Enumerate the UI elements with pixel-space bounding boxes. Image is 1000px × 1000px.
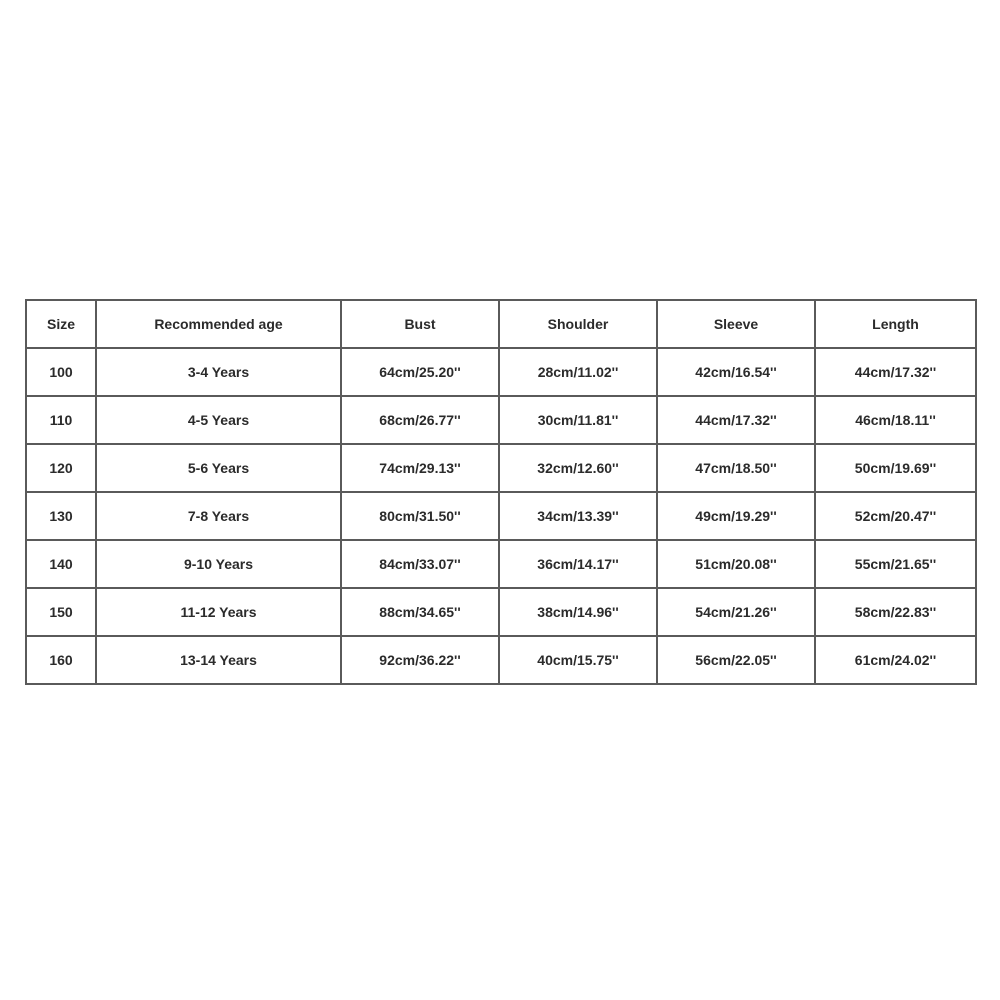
table-row: [26, 492, 976, 540]
cell-sleeve: 51cm/20.08'': [657, 540, 815, 588]
cell-sleeve: 44cm/17.32'': [657, 396, 815, 444]
header-length: Length: [815, 300, 976, 348]
cell-sleeve: 42cm/16.54'': [657, 348, 815, 396]
size-chart-table: [25, 299, 977, 685]
cell-shoulder: 28cm/11.02'': [499, 348, 657, 396]
cell-shoulder: 38cm/14.96'': [499, 588, 657, 636]
cell-length: 58cm/22.83'': [815, 588, 976, 636]
cell-age: 3-4 Years: [96, 348, 341, 396]
cell-size: 160: [26, 636, 96, 684]
cell-age: 13-14 Years: [96, 636, 341, 684]
cell-bust: 68cm/26.77'': [341, 396, 499, 444]
cell-shoulder: 36cm/14.17'': [499, 540, 657, 588]
cell-age: 7-8 Years: [96, 492, 341, 540]
cell-age: 5-6 Years: [96, 444, 341, 492]
header-recommended-age: Recommended age: [96, 300, 341, 348]
cell-shoulder: 34cm/13.39'': [499, 492, 657, 540]
cell-bust: 92cm/36.22'': [341, 636, 499, 684]
header-sleeve: Sleeve: [657, 300, 815, 348]
cell-size: 150: [26, 588, 96, 636]
table-row: [26, 540, 976, 588]
cell-sleeve: 56cm/22.05'': [657, 636, 815, 684]
cell-size: 110: [26, 396, 96, 444]
cell-bust: 80cm/31.50'': [341, 492, 499, 540]
table-row: [26, 636, 976, 684]
cell-size: 130: [26, 492, 96, 540]
table-row: [26, 348, 976, 396]
cell-length: 44cm/17.32'': [815, 348, 976, 396]
table-row: [26, 444, 976, 492]
header-bust: Bust: [341, 300, 499, 348]
cell-size: 140: [26, 540, 96, 588]
cell-length: 46cm/18.11'': [815, 396, 976, 444]
cell-age: 4-5 Years: [96, 396, 341, 444]
cell-size: 100: [26, 348, 96, 396]
cell-size: 120: [26, 444, 96, 492]
cell-sleeve: 49cm/19.29'': [657, 492, 815, 540]
cell-length: 55cm/21.65'': [815, 540, 976, 588]
cell-length: 52cm/20.47'': [815, 492, 976, 540]
header-row: [26, 300, 976, 348]
cell-sleeve: 54cm/21.26'': [657, 588, 815, 636]
cell-bust: 88cm/34.65'': [341, 588, 499, 636]
table-row: [26, 396, 976, 444]
cell-length: 61cm/24.02'': [815, 636, 976, 684]
cell-age: 9-10 Years: [96, 540, 341, 588]
cell-bust: 64cm/25.20'': [341, 348, 499, 396]
cell-age: 11-12 Years: [96, 588, 341, 636]
cell-bust: 74cm/29.13'': [341, 444, 499, 492]
cell-shoulder: 32cm/12.60'': [499, 444, 657, 492]
header-shoulder: Shoulder: [499, 300, 657, 348]
cell-bust: 84cm/33.07'': [341, 540, 499, 588]
table-row: [26, 588, 976, 636]
cell-length: 50cm/19.69'': [815, 444, 976, 492]
cell-shoulder: 40cm/15.75'': [499, 636, 657, 684]
header-size: Size: [26, 300, 96, 348]
cell-shoulder: 30cm/11.81'': [499, 396, 657, 444]
cell-sleeve: 47cm/18.50'': [657, 444, 815, 492]
